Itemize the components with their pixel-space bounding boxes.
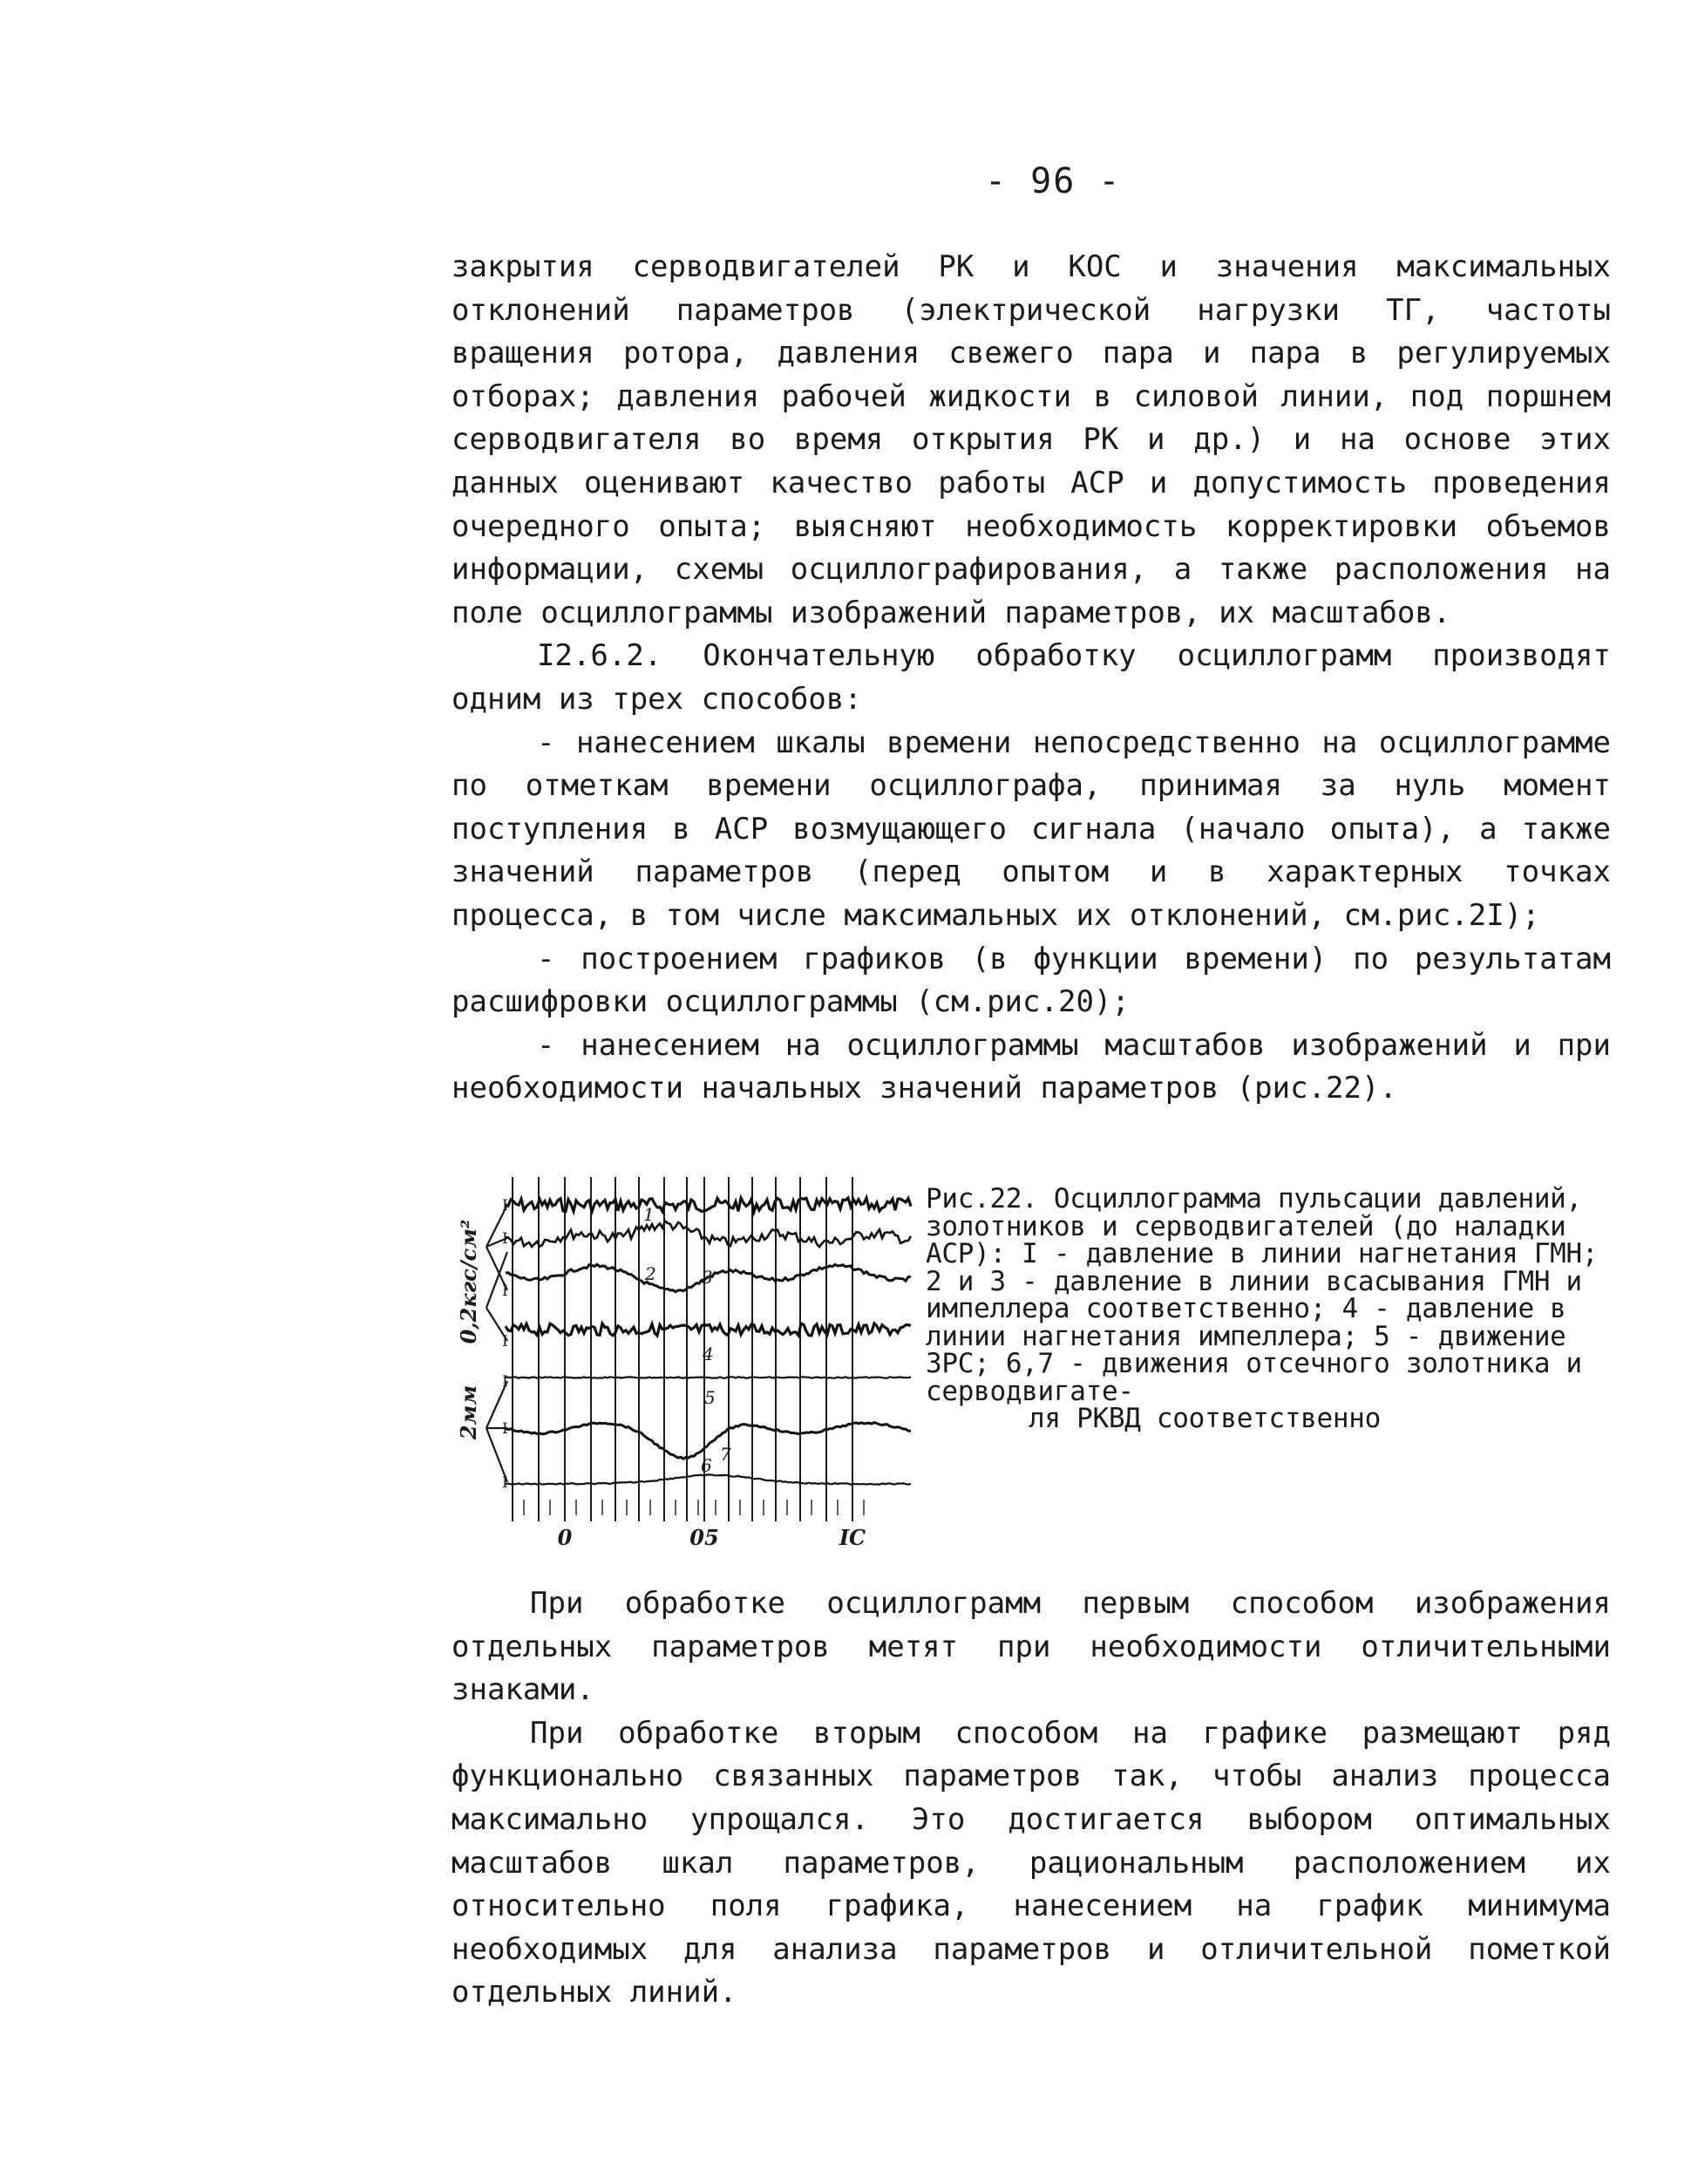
zero-level-marker: I xyxy=(502,1333,508,1351)
trace-number-1: 1 xyxy=(643,1204,655,1225)
traces xyxy=(506,1198,911,1485)
trace-number-7: 7 xyxy=(720,1444,731,1465)
x-tick-0: 0 xyxy=(557,1525,573,1550)
paragraph: При обработке осциллограмм первым способом изображения отдельных параметров метят при необходимости отличительными знаками. xyxy=(452,1586,1611,1708)
text-block-bottom xyxy=(452,1582,1611,2015)
trace-1 xyxy=(506,1198,911,1212)
oscillogram-figure xyxy=(452,1151,940,1552)
zero-level-marker: I xyxy=(502,1283,508,1300)
trace-2 xyxy=(506,1221,911,1248)
list-item: - нанесением на осциллограммы масштабов изображений и при необходимости начальных значений параметров (рис.22). xyxy=(452,1027,1611,1106)
pressure-scale-label: 0,2кгс/см² xyxy=(456,1219,481,1344)
zero-level-marker: I xyxy=(502,1420,508,1438)
level-markers xyxy=(502,1197,508,1492)
trace-number-4: 4 xyxy=(703,1344,714,1364)
text-block-top xyxy=(452,246,1611,1111)
x-tick-05: 05 xyxy=(689,1525,719,1550)
trace-number-2: 2 xyxy=(645,1263,656,1284)
caption-text: Рис.22. Осциллограмма пульсации давлений, золотников и серводвигателей (до наладки АСР): I - давление в линии нагнетания ГМН; 2 и 3 - давление в линии всасывания ГМН и импеллера соответственно; 4 - давление в линии нагнетания импеллера; 5 - движение ЗРС; 6,7 - движения отсечного золотника и серводвигате- xyxy=(926,1183,1599,1407)
trace-number-3: 3 xyxy=(702,1267,713,1288)
trace-4 xyxy=(506,1323,911,1336)
zero-level-marker: I xyxy=(502,1373,508,1391)
figure-caption xyxy=(926,1183,1614,1434)
motion-scale-label: 2мм xyxy=(456,1385,481,1440)
paragraph: закрытия серводвигателей РК и КОС и значения максимальных отклонений параметров (электрической нагрузки ТГ, частоты вращения ротора, давления свежего пара и пара в регулируемых отборах; давления рабочей жидкости в силовой линии, под поршнем серводвигателя во время открытия РК и др.) и на основе этих данных оценивают качество работы АСР и допустимость проведения очередного опыта; выясняют необходимость корректировки объемов информации, схемы осциллографирования, а также расположения на поле осциллограммы изображений параметров, их масштабов. xyxy=(452,249,1611,630)
trace-number-5: 5 xyxy=(704,1387,716,1408)
zero-level-marker: I xyxy=(502,1197,508,1214)
paragraph: При обработке вторым способом на графике размещают ряд функционально связанных параметров так, чтобы анализ процесса максимально упрощался. Это достигается выбором оптимальных масштабов шкал параметров, рациональным расположением их относительно поля графика, нанесением на график минимума необходимых для анализа параметров и отличительной пометкой отдельных линий. xyxy=(452,1715,1611,2011)
page-number: - 96 - xyxy=(985,161,1122,201)
x-tick-10: IC xyxy=(839,1525,866,1550)
trace-7 xyxy=(506,1474,911,1484)
caption-last-line: ля РКВД соответственно xyxy=(1029,1403,1381,1434)
list-item: - построением графиков (в функции времени) по результатам расшифровки осциллограммы (см.рис.20); xyxy=(452,941,1611,1020)
oscillogram-svg xyxy=(452,1151,940,1552)
zero-level-marker: I xyxy=(502,1474,508,1492)
zero-level-marker: I xyxy=(502,1230,508,1248)
paragraph: I2.6.2. Окончательную обработку осциллограмм производят одним из трех способов: xyxy=(452,638,1611,717)
trace-6 xyxy=(506,1423,911,1459)
trace-number-6: 6 xyxy=(701,1455,712,1476)
list-item: - нанесением шкалы времени непосредственно на осциллограмме по отметкам времени осциллографа, принимая за нуль момент поступления в АСР возмущающего сигнала (начало опыта), а также значений параметров (перед опытом и в характерных точках процесса, в том числе максимальных их отклонений, см.рис.2I); xyxy=(452,725,1611,933)
trace-5 xyxy=(506,1377,911,1378)
